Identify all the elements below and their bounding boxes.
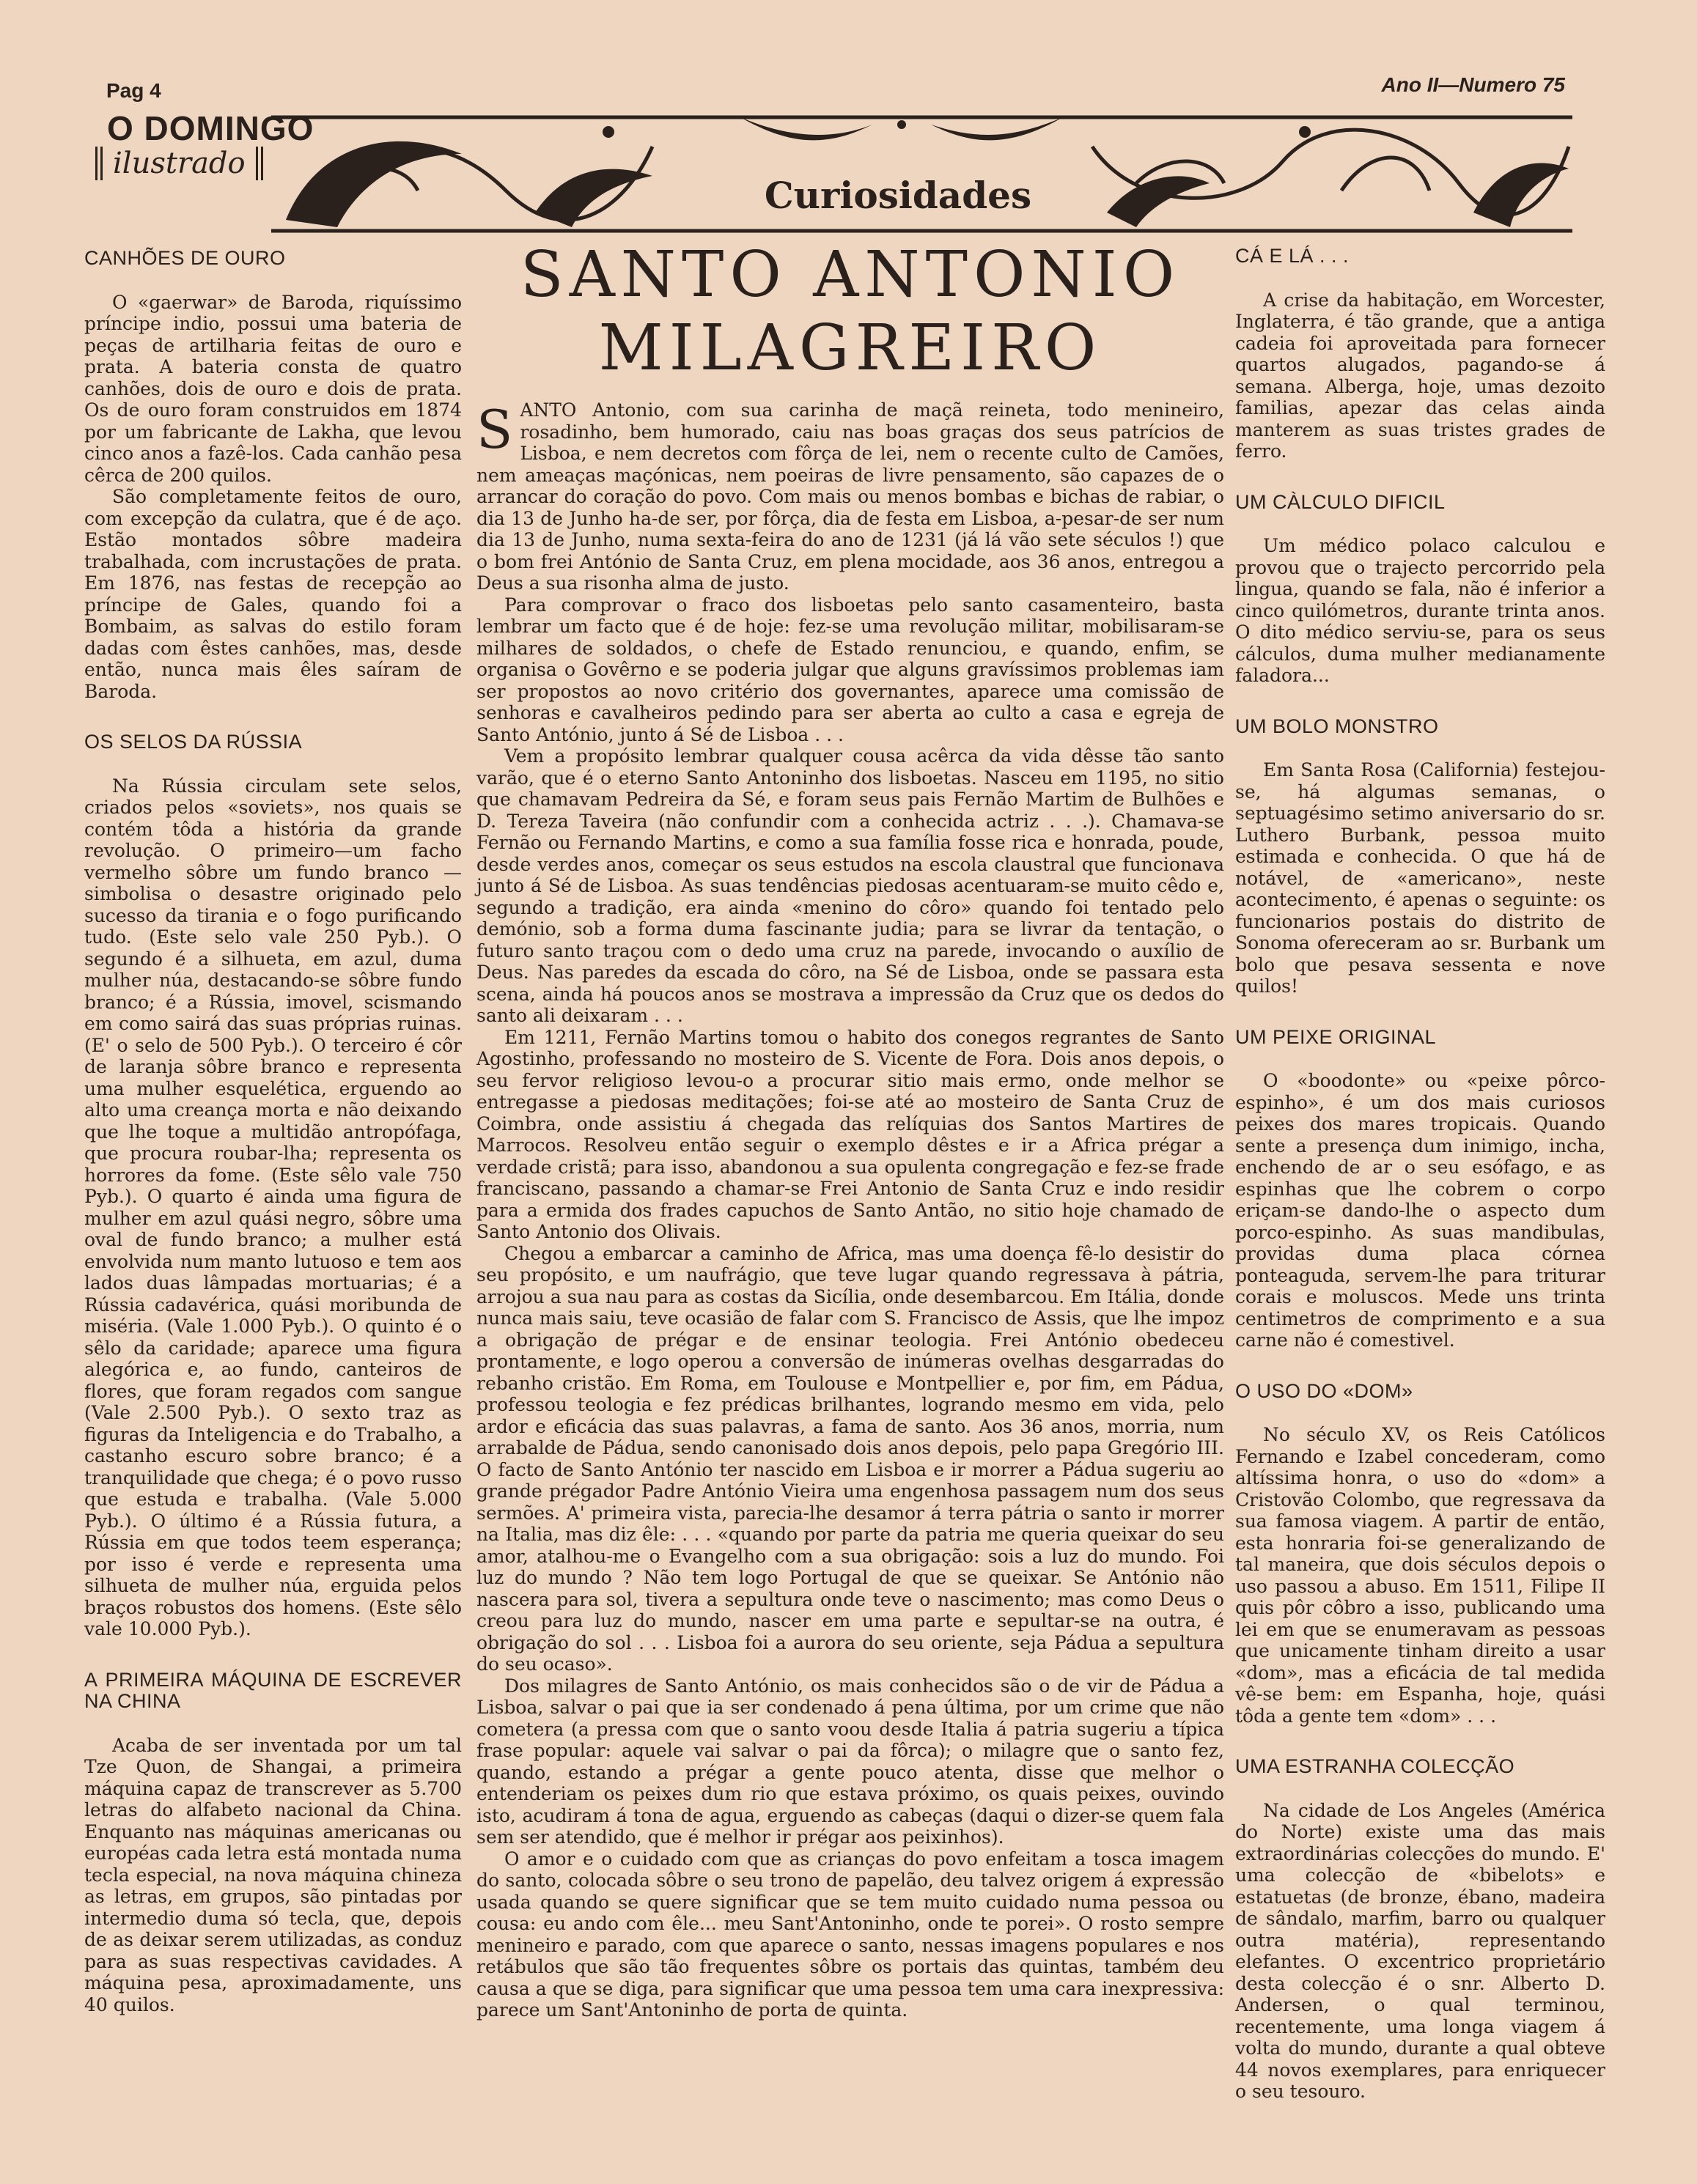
- logo-title: O DOMINGO: [107, 109, 314, 147]
- article-title: UM CÀLCULO DIFICIL: [1235, 490, 1446, 513]
- article-paragraph: Em 1211, Fernão Martins tomou o habito dos conegos regrantes de Santo Agostinho, professando no mosteiro de S. Vicente de Fora. Dois anos depois, o seu fervor religioso levou-o a procurar sitio mais ermo, onde melhor se entregasse a piedosas meditações; foi-se até ao mosteiro de Santa Cruz de Coimbra, onde assistiu á chegada das relíquias dos Santos Martires de Marrocos. Resolveu então seguir o exemplo dêstes e ir a Africa prégar a verdade cristã; para isso, abandonou a sua opulenta congregação e fez-se frade franciscano, passando a chamar-se Frei Antonio de Santa Cruz e indo residir para a ermida dos frades capuchos de Santo Antão, no sitio hoje chamado de Santo Antonio dos Olivais.: [476, 1026, 1224, 1242]
- article-paragraph: Na Rússia circulam sete selos, criados pelos «soviets», nos quais se contém tôda a história da grande revolução. O primeiro—um facho vermelho sôbre um fundo branco — simbolisa o desastre originado pelo sucesso da tirania e o fogo purificando tudo. (Este selo vale 250 Pyb.). O segundo é a silhueta, em azul, duma mulher núa, destacando-se sôbre fundo branco; é a Rússia, imovel, scismando em como sairá das suas próprias ruinas. (E' o selo de 500 Pyb.). O terceiro é côr de laranja sôbre branco e representa uma mulher esquelética, erguendo ao alto uma creança morta e não deixando que lhe toque a multidão antropófaga, que procura roubar-lha; representa os horrores da fome. (Este sêlo vale 750 Pyb.). O quarto é ainda uma figura de mulher em azul quási negro, sôbre uma oval de fundo branco; a mulher está envolvida num manto lutuoso e tem aos lados duas lâmpadas mortuarias; é a Rússia cadavérica, quási moribunda de miséria. (Vale 1.000 Pyb.). O quinto é o sêlo da caridade; aparece uma figura alegórica e, ao fundo, canteiros de flores, que foram regados com sangue (Vale 2.500 Pyb.). O sexto traz as figuras da Inteligencia e do Trabalho, a castanho escuro sobre branco; é a tranquilidade que chega; é o povo russo que estuda e trabalha. (Vale 5.000 Pyb.). O último é a Rússia futura, a Rússia em que todos teem esperança; por isso é verde e representa uma silhueta de mulher núa, erguida pelos braços robustos dos homens. (Este sêlo vale 10.000 Pyb.).: [84, 775, 462, 1639]
- article-paragraph: Acaba de ser inventada por um tal Tze Quon, de Shangai, a primeira máquina capaz de transcrever as 5.700 letras do alfabeto nacional da China. Enquanto nas máquinas americanas ou européas cada letra está montada numa tecla especial, na nova máquina chineza as letras, em grupos, são pintadas por intermedio duma só tecla, que, depois de as deixar serem utilizadas, as conduz para as suas respectivas cavidades. A máquina pesa, aproximadamente, uns 40 quilos.: [84, 1734, 462, 2015]
- section-title: Curiosidades: [693, 172, 1103, 218]
- article-paragraph: Chegou a embarcar a caminho de Africa, mas uma doença fê-lo desistir do seu propósito, e um naufrágio, que teve lugar quando regressava à pátria, arrojou a sua nau para as costas da Sicília, onde desembarcou. Em Itália, donde nunca mais saiu, teve ocasião de falar com S. Francisco de Assis, que lhe impoz a obrigação de prégar e de ensinar teologia. Frei António obedeceu prontamente, e logo operou a conversão de inúmeras ovelhas desgarradas do rebanho cristão. Em Roma, em Toulouse e Montpellier e, por fim, em Pádua, professou teologia e fez prédicas brilhantes, logrando mesmo em vida, pelo ardor e eficácia das suas palavras, a fama de santo. Aos 36 anos, morria, num arrabalde de Pádua, sendo canonisado dois anos depois, pelo papa Gregório III. O facto de Santo António ter nascido em Lisboa e ir morrer a Pádua sugeriu ao grande prégador Padre António Vieira uma engenhosa passagem num dos seus sermões. A' primeira vista, parecia-lhe desamor á terra pátria o santo ir morrer na Italia, mas diz êle: . . . «quando por parte da patria me queria queixar do seu amor, atalhou-me o Evangelho com a sua obrigação: sois a luz do mundo. Foi luz do mundo ? Não tem logo Portugal de que se queixar. Se António não nascera para sol, tivera a sepultura onde teve o nascimento; mas como Deus o creou para luz do mundo, nascer em uma parte e sepultar-se na outra, é obrigação do sol . . . Lisboa foi a aurora do seu oriente, seja Pádua a sepultura do seu ocaso».: [476, 1242, 1224, 1675]
- article-paragraph: Um médico polaco calculou e provou que o trajecto percorrido pela lingua, quando se fala, não é inferior a cinco quilómetros, durante trinta anos. O dito médico serviu-se, para os seus cálculos, duma mulher medianamente faladora...: [1235, 535, 1605, 686]
- article-paragraph: Vem a propósito lembrar qualquer cousa acêrca da vida dêsse tão santo varão, que é o eterno Santo Antoninho dos lisboetas. Nasceu em 1195, no sitio que chamavam Pedreira da Sé, e foram seus pais Fernão Martim de Bulhões e D. Tereza Taveira (não confundir com a conhecida actriz . . .). Chamava-se Fernão ou Fernando Martins, e como a sua família fosse rica e honrada, poude, desde verdes anos, começar os seus estudos na escola claustral que funcionava junto á Sé de Lisboa. As suas tendências piedosas acentuaram-se muito cêdo e, segundo a tradição, era ainda «menino do côro» quando foi tentado pelo demónio, sob a forma duma fascinante judia; para se livrar da tentação, o futuro santo traçou com o dedo uma cruz na parede, invocando o auxílio de Deus. Nas paredes da escada do côro, na Sé de Lisboa, onde se passara esta scena, ainda há poucos anos se mostrava a impressão da Cruz que os dedos do santo ali deixaram . . .: [476, 745, 1224, 1026]
- headline: [476, 238, 1224, 385]
- article-title: UM PEIXE ORIGINAL: [1235, 1025, 1437, 1048]
- article-paragraph: São completamente feitos de ouro, com excepção da culatra, que é de aço. Estão montados sôbre madeira trabalhada, com incrustações de prata. Em 1876, nas festas de recepção ao príncipe de Gales, quando foi a Bombaim, as salvas do estilo foram dadas com êstes canhões, mas, desde então, nunca mais êles saíram de Baroda.: [84, 486, 462, 702]
- article-title: A PRIMEIRA MÁQUINA DE ESCREVER NA CHINA: [84, 1668, 462, 1712]
- article-paragraph: No século XV, os Reis Católicos Fernando e Izabel concederam, como altíssima honra, o uso do «dom» a Cristovão Colombo, que regressava da sua famosa viagem. A partir de então, esta honraria foi-se generalizando de tal maneira, que dois séculos depois o uso passou a abuso. Em 1511, Filipe II quis pôr côbro a isso, publicando uma lei em que se enumeravam as pessoas que unicamente tinham direito a usar «dom», mas a eficácia de tal medida vê-se bem: em Espanha, hoje, quási tôda a gente tem «dom» . . .: [1235, 1424, 1605, 1727]
- article-paragraph: Na cidade de Los Angeles (América do Norte) existe uma das mais extraordinárias colecções do mundo. E' uma colecção de «bibelots» e estatuetas (de bronze, ébano, madeira de sândalo, marfim, barro ou qualquer outra matéria), representando elefantes. O excentrico proprietário desta colecção é o snr. Alberto D. Andersen, o qual terminou, recentemente, uma longa viagem á volta do mundo, durante a qual obteve 44 novos exemplares, para enriquecer o seu tesouro.: [1235, 1799, 1605, 2102]
- article-title: UM BOLO MONSTRO: [1235, 715, 1439, 737]
- page-number: Pag 4: [106, 79, 161, 102]
- lead-text: ANTO Antonio, com sua carinha de maçã reineta, todo menineiro, rosadinho, bem humorado, caiu nas boas graças dos seus patrícios de Lisboa, e nem decretos com fôrça de lei, nem o recente culto de Camões, nem ameaças maçónicas, nem poeiras de livre pensamento, são capazes de o arrancar do coração do povo. Com mais ou menos bombas e bichas de rabiar, o dia 13 de Junho ha-de ser, por fôrça, dia de festa em Lisboa, a-pesar-de ser num dia 13 de Junho, numa sexta-feira do ano de 1231 (já lá vão sete séculos !) que o bom frei António de Santa Cruz, em plena mocidade, aos 36 anos, entregou a Deus a sua risonha alma de justo.: [476, 399, 1224, 594]
- drop-cap: S: [476, 399, 513, 460]
- article-paragraph: O «boodonte» ou «peixe pôrco-espinho», é um dos mais curiosos peixes dos mares tropicais. Quando sente a presença dum inimigo, incha, enchendo de ar o seu esófago, e as espinhas que lhe cobrem o corpo eriçam-se dando-lhe o aspecto dum porco-espinho. As suas mandibulas, providas duma placa córnea ponteaguda, servem-lhe para triturar corais e moluscos. Mede uns trinta centimetros de comprimento e a sua carne não é comestivel.: [1235, 1070, 1605, 1351]
- article-paragraph: A crise da habitação, em Worcester, Inglaterra, é tão grande, que a antiga cadeia foi aproveitada para fornecer quartos alugados, pagando-se á semana. Alberga, hoje, umas dezoito familias, apezar das celas ainda manterem as suas tristes grades de ferro.: [1235, 289, 1605, 462]
- article-title: UMA ESTRANHA COLECÇÃO: [1235, 1755, 1515, 1777]
- article-paragraph: O amor e o cuidado com que as crianças do povo enfeitam a tosca imagem do santo, colocada sôbre o seu trono de papelão, deu talvez origem á expressão usada quando se quere significar que se tem muito cuidado numa pessoa ou cousa: eu ando com êle... meu Sant'Antoninho, onde te porei». O rosto sempre menineiro e parado, com que aparece o santo, nessas imagens populares e nos retábulos que são tão frequentes sôbre os portais das quintas, também deu causa a que se diga, para significar que uma pessoa tem uma cara inexpressiva: parece um Sant'Antoninho de porta de quinta.: [476, 1848, 1224, 2021]
- article-title: CÁ E LÁ . . .: [1235, 245, 1350, 267]
- right-column: [1235, 246, 1605, 2103]
- article-paragraph: [476, 399, 1224, 594]
- article-title: OS SELOS DA RÚSSIA: [84, 731, 303, 753]
- article-paragraph: Dos milagres de Santo António, os mais conhecidos são o de vir de Pádua a Lisboa, salvar o pai que ia ser condenado á pena última, por um crime que não cometera (a pressa com que o santo voou desde Italia á patria sugeriu a típica frase popular: aquele vai salvar o pai da fôrca); o milagre que o santo fez, quando, estando a prégar a gente pouco atenta, disse que melhor o entenderiam os peixes dum rio que estava próximo, os quais peixes, ouvindo isto, acudiram á tona de agua, erguendo as cabeças (daqui o dizer-se quem fala sem ser atendido, que é melhor ir prégar aos peixinhos).: [476, 1675, 1224, 1848]
- headline-line-1: SANTO ANTONIO: [520, 238, 1181, 311]
- article-paragraph: Em Santa Rosa (California) festejou-se, há algumas semanas, o septuagésimo setimo aniversario do sr. Luthero Burbank, pessoa muito estimada e conhecida. O que há de notável, de «americano», neste acontecimento, é apenas o seguinte: os funcionarios postais do distrito de Sonoma ofereceram ao sr. Burbank um bolo que pesava sessenta e nove quilos!: [1235, 759, 1605, 997]
- article-paragraph: Para comprovar o fraco dos lisboetas pelo santo casamenteiro, basta lembrar um facto que é de hoje: fez-se uma revolução militar, mobilisaram-se milhares de soldados, o chefe de Estado renunciou, e quando, enfim, se organisa o Govêrno e se poderia julgar que alguns gravíssimos problemas iam ser propostos ao novo critério dos governantes, aparece uma comissão de senhoras e cavalheiros pedindo para ser aberta ao culto a casa e egreja de Santo António, junto á Sé de Lisboa . . .: [476, 594, 1224, 745]
- main-article: [476, 238, 1224, 2021]
- article-title: CANHÕES DE OURO: [84, 247, 286, 269]
- article-paragraph: O «gaerwar» de Baroda, riquíssimo príncipe indio, possui uma bateria de peças de artilharia feitas de ouro e prata. A bateria consta de quatro canhões, dois de ouro e dois de prata. Os de ouro foram construidos em 1874 por um fabricante de Lakha, que levou cinco anos a fazê-los. Cada canhão pesa cêrca de 200 quilos.: [84, 291, 462, 486]
- masthead: [95, 103, 1576, 235]
- article-title: O USO DO «DOM»: [1235, 1379, 1413, 1402]
- issue-number: Ano II—Numero 75: [1381, 73, 1565, 96]
- logo-subtitle: ilustrado: [95, 147, 263, 180]
- headline-line-2: MILAGREIRO: [598, 311, 1103, 385]
- left-column: [84, 248, 462, 2015]
